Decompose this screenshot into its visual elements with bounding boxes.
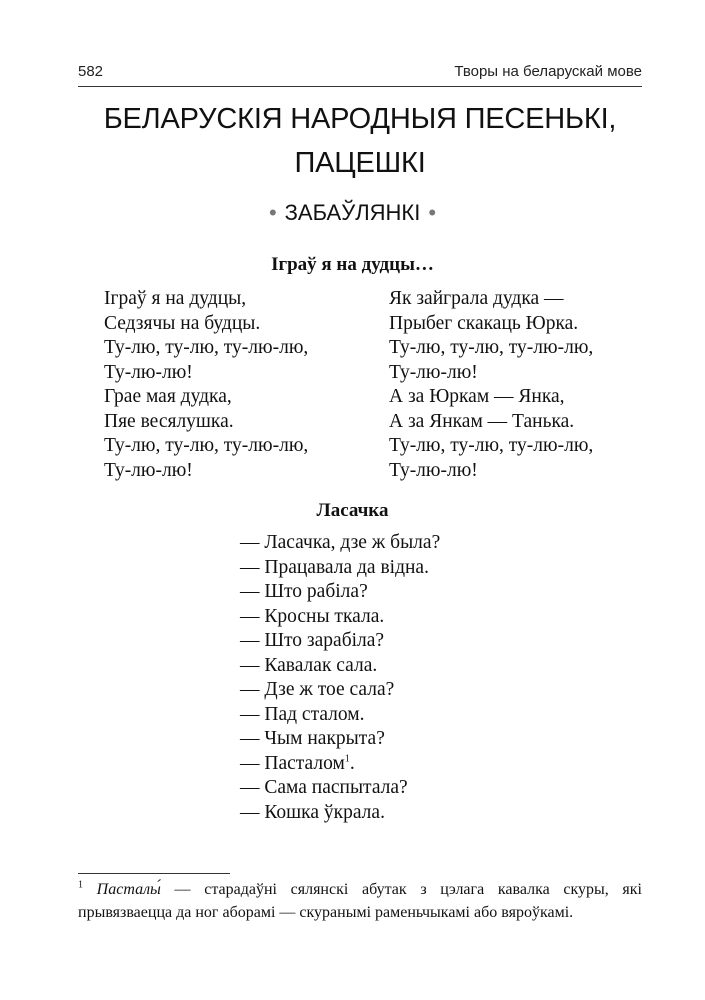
- dialogue-line: — Што зарабіла?: [240, 630, 385, 651]
- poem-2-title: Ласачка: [316, 500, 389, 521]
- verse-line: Ту-лю, ту-лю, ту-лю-лю,: [104, 435, 309, 456]
- bullet-left: •: [268, 200, 277, 225]
- dialogue-line: — Кавалак сала.: [240, 654, 378, 676]
- footnote: [78, 879, 642, 924]
- verse-line: Ту-лю-лю!: [104, 361, 193, 383]
- verse-line: А за Янкам — Танька.: [389, 410, 575, 432]
- dialogue-line: — Кошка ўкрала.: [240, 801, 385, 823]
- bullet-right: •: [428, 200, 437, 225]
- main-title: [60, 97, 660, 185]
- poem-2-lines: [240, 531, 440, 825]
- verse-line: Ту-лю-лю!: [389, 361, 478, 383]
- dialogue-line: — Працавала да відна.: [240, 556, 429, 578]
- footnote-marker: 1: [78, 879, 83, 891]
- footnote-term: Пасталы́: [96, 881, 161, 898]
- verse-line: Пяе весялушка.: [104, 410, 234, 432]
- footnote-divider: [78, 873, 230, 874]
- dialogue-line: — Чым накрыта?: [240, 728, 385, 749]
- verse-line: Ту-лю-лю!: [389, 459, 478, 481]
- dialogue-line: — Што рабіла?: [240, 581, 368, 602]
- verse-line: Прыбег скакаць Юрка.: [389, 312, 579, 334]
- dialogue-line-with-footnote: [240, 752, 440, 777]
- running-title: Творы на беларускай мове: [454, 63, 642, 80]
- section-title-text: ЗАБАЎЛЯНКІ: [284, 200, 421, 225]
- section-title: [0, 200, 705, 226]
- verse-line: Грае мая дудка,: [104, 386, 232, 407]
- verse-line: Ту-лю, ту-лю, ту-лю-лю,: [389, 337, 594, 358]
- poem-1-title: Іграў я на дудцы…: [271, 254, 434, 275]
- main-title-line-1: БЕЛАРУСКІЯ НАРОДНЫЯ ПЕСЕНЬКІ,: [103, 103, 617, 135]
- dialogue-line: — Пад сталом.: [240, 703, 365, 725]
- dialogue-line-text: — Пасталом: [240, 752, 345, 774]
- verse-line: Ту-лю, ту-лю, ту-лю-лю,: [104, 337, 309, 358]
- verse-line: Як зайграла дудка —: [389, 288, 564, 309]
- verse-line: Ту-лю, ту-лю, ту-лю-лю,: [389, 435, 594, 456]
- footnote-reference[interactable]: 1: [344, 753, 350, 764]
- running-header: [78, 60, 642, 87]
- page-number: 582: [78, 63, 104, 80]
- dialogue-line: — Дзе ж тое сала?: [240, 679, 395, 700]
- poem-1-right-column: [389, 287, 593, 483]
- verse-line: Ту-лю-лю!: [104, 459, 193, 481]
- dialogue-line: — Сама паспытала?: [240, 777, 408, 798]
- footnote-text: — старадаўні сялянскі абутак з цэлага кавалка скуры, які прывязваецца да ног аборамі — скуранымі раменьчыкамі або вяроўкамі.: [78, 881, 643, 921]
- main-title-line-2: ПАЦЕШКІ: [294, 147, 426, 179]
- verse-line: Іграў я на дудцы,: [104, 288, 247, 309]
- line-punctuation: .: [349, 752, 355, 774]
- verse-line: Седзячы на будцы.: [104, 312, 261, 334]
- dialogue-line: — Ласачка, дзе ж была?: [240, 532, 441, 553]
- verse-line: А за Юркам — Янка,: [389, 386, 565, 407]
- poem-1-left-column: [104, 287, 308, 483]
- dialogue-line: — Кросны ткала.: [240, 605, 385, 627]
